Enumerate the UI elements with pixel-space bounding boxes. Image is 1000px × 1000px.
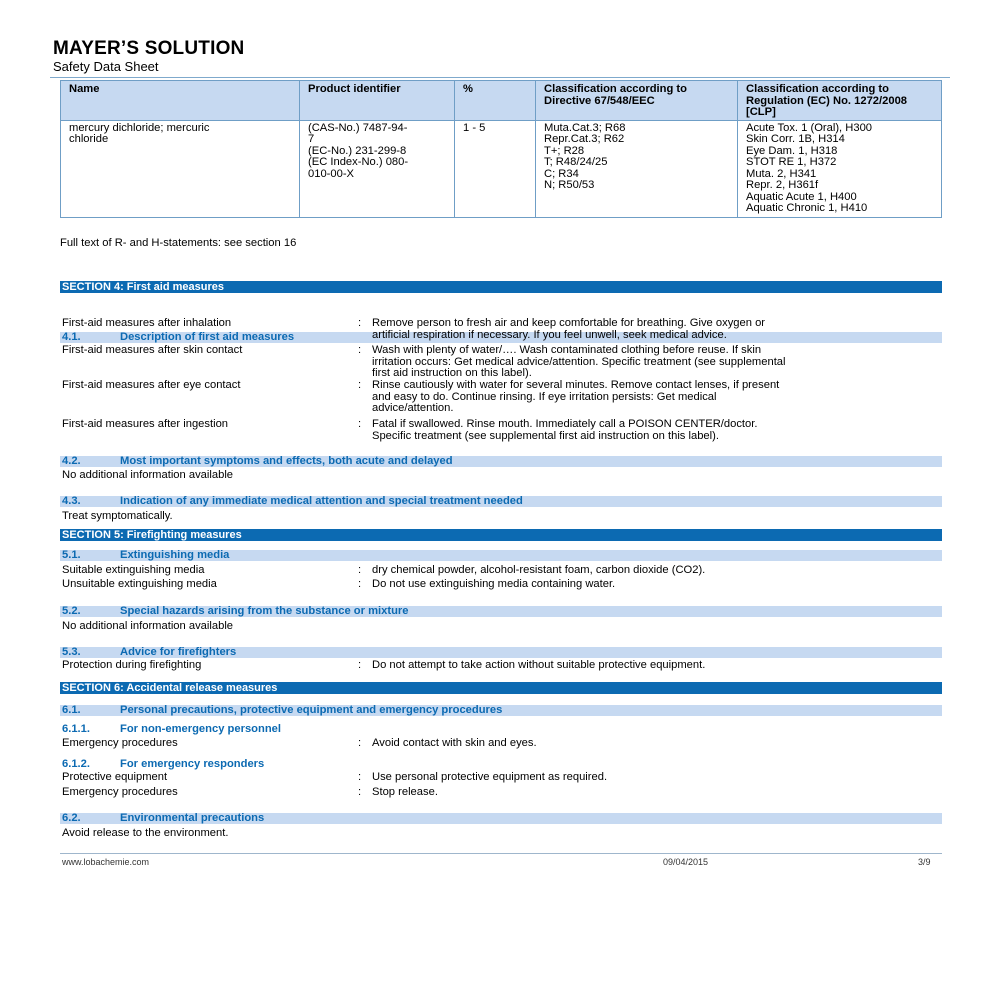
subsection-title: For non-emergency personnel: [120, 723, 282, 735]
field-separator: :: [358, 344, 362, 356]
header-line: to Directive 67/548/EEC: [544, 83, 687, 107]
section-4-heading: SECTION 4: First aid measures: [60, 281, 942, 293]
value-line: artificial respiration if necessary. If you feel unwell, seek medical advice.: [372, 328, 727, 341]
subsection-title: For emergency responders: [120, 758, 265, 770]
cell-percent: 1 - 5: [455, 120, 536, 217]
subsection-5-2-heading: [60, 606, 942, 617]
field-value: Stop release.: [372, 786, 438, 798]
field-value: [372, 380, 942, 415]
field-label: First-aid measures after eye contact: [62, 379, 241, 391]
subsection-title: Description of first aid measures: [120, 331, 295, 343]
subsection-title: Indication of any immediate medical attention and special treatment needed: [120, 495, 523, 507]
field-value: Do not attempt to take action without suitable protective equipment.: [372, 659, 706, 671]
column-header-classification-dsd: [536, 81, 738, 121]
field-value: [372, 345, 942, 380]
field-separator: :: [358, 771, 362, 783]
field-value: Use personal protective equipment as required.: [372, 771, 608, 783]
footer-divider: [60, 853, 942, 854]
subsection-number: 6.1.1.: [62, 723, 90, 735]
cell-line: T+; R28: [544, 144, 585, 157]
subsection-number: 6.2.: [62, 812, 81, 824]
field-separator: :: [358, 564, 362, 576]
field-label: Emergency procedures: [62, 737, 178, 749]
cell-line: mercury dichloride; mercuric: [69, 121, 210, 134]
cell-line: Aquatic Chronic 1, H410: [746, 202, 868, 214]
subsection-title: Special hazards arising from the substance or mixture: [120, 605, 409, 617]
field-label: First-aid measures after skin contact: [62, 344, 243, 356]
cell-name: [61, 120, 300, 217]
cell-product-identifier: [300, 120, 455, 217]
subsection-5-3-heading: [60, 647, 942, 658]
value-line: Fatal if swallowed. Rinse mouth. Immediately call a POISON CENTER/doctor.: [372, 418, 758, 430]
cell-line: Aquatic Acute 1, H400: [746, 190, 857, 203]
field-label: Protection during firefighting: [62, 659, 202, 671]
value-line: Wash with plenty of water/…. Wash contaminated clothing before reuse. If skin: [372, 344, 762, 356]
header-line: Classification according: [544, 83, 674, 95]
subsection-5-2-text: No additional information available: [62, 620, 234, 632]
field-separator: :: [358, 418, 362, 430]
cell-line: (CAS-No.) 7487-94-: [308, 121, 408, 134]
value-line: Remove person to fresh air and keep comfortable for breathing. Give oxygen or: [372, 317, 766, 329]
cell-line: STOT RE 1, H372: [746, 156, 837, 168]
value-line: irritation occurs: Get medical advice/attention. Specific treatment (see supplemental: [372, 355, 786, 368]
value-line: Rinse cautiously with water for several minutes. Remove contact lenses, if present: [372, 379, 780, 391]
header-line: Classification according: [746, 83, 876, 95]
field-separator: :: [358, 659, 362, 671]
section-6-heading: SECTION 6: Accidental release measures: [60, 682, 942, 694]
cell-line: Muta.Cat.3; R68: [544, 121, 626, 134]
header-line: 1272/2008 [CLP]: [746, 94, 908, 118]
field-label: First-aid measures after ingestion: [62, 418, 229, 430]
subsection-number: 6.1.2.: [62, 758, 90, 770]
column-header-name: Name: [61, 81, 300, 121]
field-label: First-aid measures after inhalation: [62, 317, 232, 329]
subsection-number: 5.1.: [62, 549, 81, 561]
cell-classification-dsd: [536, 120, 738, 217]
field-value: [372, 419, 942, 442]
document-brand-title: MAYER’S SOLUTION: [53, 38, 245, 59]
field-value: Do not use extinguishing media containing water.: [372, 578, 616, 590]
subsection-title: Advice for firefighters: [120, 646, 237, 658]
cell-line: chloride: [69, 133, 109, 145]
subsection-number: 5.3.: [62, 646, 81, 658]
cell-line: T; R48/24/25: [544, 156, 608, 168]
full-text-note: Full text of R- and H-statements: see section 16: [60, 237, 297, 249]
subsection-5-1-heading: [60, 550, 942, 561]
subsection-number: 6.1.: [62, 704, 81, 716]
cell-line: Repr. 2, H361f: [746, 179, 819, 191]
cell-line: (EC Index-No.) 080-: [308, 156, 409, 168]
composition-table: [60, 80, 942, 218]
cell-line: Acute Tox. 1 (Oral), H300: [746, 121, 873, 134]
field-label: Emergency procedures: [62, 786, 178, 798]
cell-line: Repr.Cat.3; R62: [544, 133, 625, 145]
subsection-title: Most important symptoms and effects, both acute and delayed: [120, 455, 453, 467]
subsection-4-3-text: Treat symptomatically.: [62, 510, 173, 522]
subsection-4-2-text: No additional information available: [62, 469, 234, 481]
subsection-4-3-heading: [60, 496, 942, 507]
column-header-percent: %: [455, 81, 536, 121]
subsection-number: 4.2.: [62, 455, 81, 467]
field-separator: :: [358, 786, 362, 798]
subsection-title: Personal precautions, protective equipment and emergency procedures: [120, 704, 503, 716]
cell-classification-clp: [738, 120, 942, 217]
subsection-title: Extinguishing media: [120, 549, 230, 561]
cell-line: Skin Corr. 1B, H314: [746, 133, 845, 145]
field-value: dry chemical powder, alcohol-resistant foam, carbon dioxide (CO2).: [372, 564, 706, 576]
value-line: first aid instruction on this label).: [372, 367, 532, 379]
field-separator: :: [358, 379, 362, 391]
table-row: [61, 120, 942, 217]
subsection-number: 4.3.: [62, 495, 81, 507]
field-label: Unsuitable extinguishing media: [62, 578, 217, 590]
field-value: [372, 318, 942, 341]
subsection-number: 5.2.: [62, 605, 81, 617]
table-header-row: [61, 81, 942, 121]
cell-line: 010-00-X: [308, 167, 355, 180]
value-line: advice/attention.: [372, 402, 454, 414]
section-5-heading: SECTION 5: Firefighting measures: [60, 529, 942, 541]
field-separator: :: [358, 578, 362, 590]
header-line: to Regulation (EC) No.: [746, 83, 889, 107]
subsection-6-2-text: Avoid release to the environment.: [62, 827, 229, 839]
cell-line: Eye Dam. 1, H318: [746, 144, 838, 157]
footer-page-number: 3/9: [918, 857, 931, 867]
subsection-6-1-heading: [60, 705, 942, 716]
value-line: and easy to do. Continue rinsing. If eye irritation persists: Get medical: [372, 390, 717, 403]
field-label: Protective equipment: [62, 771, 168, 783]
subsection-6-2-heading: [60, 813, 942, 824]
cell-line: C; R34: [544, 167, 579, 180]
field-separator: :: [358, 737, 362, 749]
document-subtitle: Safety Data Sheet: [53, 59, 159, 74]
footer-website: www.lobachemie.com: [62, 857, 150, 867]
cell-line: 7: [308, 133, 315, 145]
field-label: Suitable extinguishing media: [62, 564, 205, 576]
header-divider: [50, 77, 950, 78]
subsection-title: Environmental precautions: [120, 812, 265, 824]
subsection-number: 4.1.: [62, 331, 81, 343]
cell-line: N; R50/53: [544, 179, 595, 191]
column-header-product-identifier: Product identifier: [300, 81, 455, 121]
cell-line: Muta. 2, H341: [746, 167, 817, 180]
cell-line: (EC-No.) 231-299-8: [308, 144, 407, 157]
subsection-4-2-heading: [60, 456, 942, 467]
column-header-classification-clp: [738, 81, 942, 121]
field-separator: :: [358, 317, 362, 329]
value-line: Specific treatment (see supplemental first aid instruction on this label).: [372, 429, 719, 442]
footer-date: 09/04/2015: [663, 857, 709, 867]
field-value: Avoid contact with skin and eyes.: [372, 737, 537, 749]
